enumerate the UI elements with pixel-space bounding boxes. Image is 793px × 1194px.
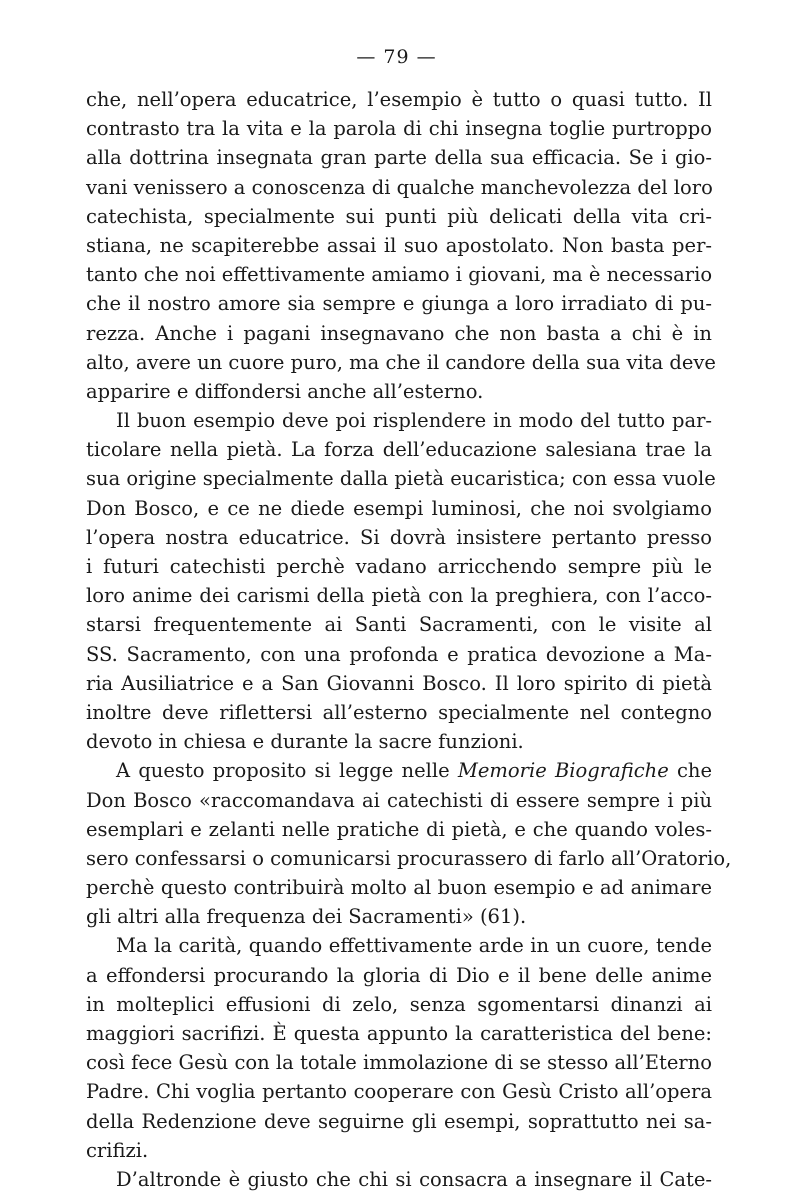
text-line: della Redenzione deve seguirne gli esempi, soprattutto nei sa- (86, 1109, 712, 1133)
text-line: ria Ausiliatrice e a San Giovanni Bosco. Il loro spirito di pietà (86, 671, 712, 695)
text-line: perchè questo contribuirà molto al buon esempio e ad animare (86, 876, 712, 900)
text-line: Ma la carità, quando effettivamente arde in un cuore, tende (116, 934, 712, 958)
text-line: gli altri alla frequenza dei Sacramenti» (61). (86, 905, 527, 929)
text-line: a effondersi procurando la gloria di Dio e il bene delle anime (86, 963, 712, 987)
text-line: che il nostro amore sia sempre e giunga a loro irradiato di pu- (86, 292, 712, 316)
text-line: così fece Gesù con la totale immolazione di se stesso all’Eterno (86, 1051, 712, 1075)
text-line: esemplari e zelanti nelle pratiche di pietà, e che quando voles- (86, 817, 712, 841)
text-line: maggiori sacrifizi. È questa appunto la caratteristica del bene: (86, 1022, 712, 1045)
text-segment: che (668, 759, 713, 783)
text-line: devoto in chiesa e durante la sacre funzioni. (86, 730, 524, 754)
text-line: che, nell’opera educatrice, l’esempio è tutto o quasi tutto. Il (86, 88, 712, 111)
text-line: alto, avere un cuore puro, ma che il candore della sua vita deve (86, 350, 716, 374)
text-segment: A questo proposito si legge nelle (116, 759, 458, 783)
text-line: Il buon esempio deve poi risplendere in modo del tutto par- (116, 409, 712, 433)
text-line: sua origine specialmente dalla pietà eucaristica; con essa vuole (86, 467, 716, 491)
text-line: rezza. Anche i pagani insegnavano che non basta a chi è in (86, 321, 712, 345)
text-line: catechista, specialmente sui punti più delicati della vita cri- (86, 204, 712, 228)
text-line: alla dottrina insegnata gran parte della sua efficacia. Se i gio- (86, 146, 712, 170)
text-line: D’altronde è giusto che chi si consacra a insegnare il Cate- (116, 1167, 712, 1191)
page-number: — 79 — (356, 46, 437, 68)
text-line: l’opera nostra educatrice. Si dovrà insistere pertanto presso (86, 525, 712, 549)
text-line: contrasto tra la vita e la parola di chi insegna toglie purtroppo (86, 117, 712, 141)
text-line: SS. Sacramento, con una profonda e pratica devozione a Ma- (86, 642, 712, 666)
text-line: in molteplici effusioni di zelo, senza sgomentarsi dinanzi ai (86, 992, 712, 1016)
text-line: sero confessarsi o comunicarsi procurassero di farlo all’Oratorio, (86, 846, 732, 870)
text-line: i futuri catechisti perchè vadano arricchendo sempre più le (86, 555, 712, 578)
text-line: stiana, ne scapiterebbe assai il suo apostolato. Non basta per- (86, 233, 712, 257)
text-line: crifizi. (86, 1138, 149, 1162)
text-line: inoltre deve riflettersi all’esterno specialmente nel contegno (86, 700, 712, 724)
text-line: ticolare nella pietà. La forza dell’educazione salesiana trae la (86, 438, 712, 462)
book-title: Memorie Biografiche (457, 759, 669, 783)
text-line-with-citation (86, 756, 712, 785)
body-text (86, 85, 732, 1194)
text-line: tanto che noi effettivamente amiamo i giovani, ma è necessario (86, 263, 713, 287)
text-line: Don Bosco, e ce ne diede esempi luminosi, che noi svolgiamo (86, 496, 712, 520)
text-line: apparire e diffondersi anche all’esterno. (86, 379, 484, 403)
text-line: Padre. Chi voglia pertanto cooperare con Gesù Cristo all’opera (86, 1080, 712, 1104)
text-line: Don Bosco «raccomandava ai catechisti di essere sempre i più (86, 788, 712, 812)
text-line: loro anime dei carismi della pietà con la preghiera, con l’acco- (86, 584, 712, 608)
text-line: vani venissero a conoscenza di qualche manchevolezza del loro (86, 175, 713, 199)
text-line: starsi frequentemente ai Santi Sacramenti, con le visite al (86, 613, 712, 637)
